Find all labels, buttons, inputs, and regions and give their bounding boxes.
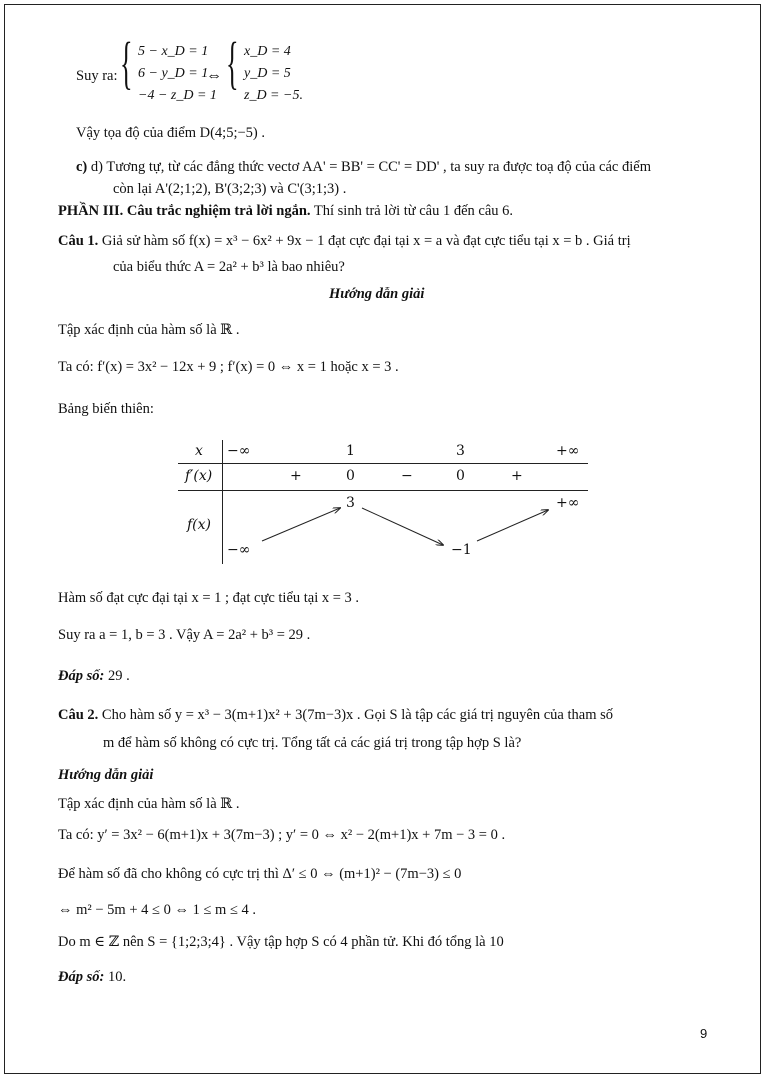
item-d-text-2: còn lại A'(2;1;2), B'(3;2;3) và C'(3;1;3) . (113, 181, 347, 197)
sign-plus-1: + (290, 468, 302, 484)
f-min-value: −1 (451, 542, 472, 558)
page-number: 9 (700, 1026, 708, 1041)
q1-table-caption: Bảng biến thiên: (58, 401, 154, 417)
q2-condition: Để hàm số đã cho không có cực trị thì Δ′ ≤ 0 ⇔ (m+1)² − (7m−3) ≤ 0 (58, 866, 462, 882)
item-d-text: d) Tương tự, từ các đẳng thức vectơ AA' = BB' = CC' = DD' , ta suy ra được toạ độ của các điểm (87, 159, 651, 175)
part3-title: PHẦN III. Câu trắc nghiệm trả lời ngắn. (58, 203, 311, 219)
sys-left-2: 6 − y_D = 1 (138, 66, 209, 81)
item-d-label: c) (76, 159, 88, 175)
q2-guide-heading: Hướng dẫn giải (58, 767, 154, 783)
table-x-label: x (195, 443, 203, 459)
f-neg-inf: −∞ (227, 542, 251, 558)
arrow-up-2 (477, 510, 548, 541)
q2-domain: Tập xác định của hàm số là ℝ . (58, 796, 240, 812)
q1-answer (58, 666, 130, 686)
table-x-neg-inf: −∞ (227, 443, 251, 459)
arrow-up-1 (262, 508, 340, 541)
sign-plus-2: + (511, 468, 523, 484)
suy-ra-label: Suy ra: (76, 68, 118, 84)
q1-domain: Tập xác định của hàm số là ℝ . (58, 322, 240, 338)
sys-left-3: −4 − z_D = 1 (138, 88, 217, 103)
sys-right-3: z_D = −5. (244, 88, 303, 103)
q1-result: Suy ra a = 1, b = 3 . Vậy A = 2a² + b³ = 29 . (58, 627, 311, 643)
q1-answer-value: 29 . (104, 668, 130, 684)
q1-derivative: Ta có: f′(x) = 3x² − 12x + 9 ; f′(x) = 0 ⇔ x = 1 hoặc x = 3 . (58, 359, 399, 375)
q1-guide-heading: Hướng dẫn giải (329, 286, 425, 302)
table-x-pos-inf: +∞ (556, 443, 580, 459)
sys-right-1: x_D = 4 (244, 44, 291, 59)
q2-answer-value: 10. (104, 969, 127, 985)
q1-text: Giả sử hàm số f(x) = x³ − 6x² + 9x − 1 đạt cực đại tại x = a và đạt cực tiểu tại x = b . Giá trị (98, 233, 631, 249)
q2-text-2: m để hàm số không có cực trị. Tổng tất cả các giá trị trong tập hợp S là? (103, 735, 522, 751)
left-brace: { (120, 30, 133, 95)
sys-right-2: y_D = 5 (244, 66, 291, 81)
sign-zero-2: 0 (456, 468, 465, 484)
part3-instruction: Thí sinh trả lời từ câu 1 đến câu 6. (310, 203, 514, 219)
question-2 (58, 705, 613, 725)
q1-label: Câu 1. (58, 233, 99, 249)
q1-answer-label: Đáp số: (58, 668, 105, 684)
f-pos-inf: +∞ (556, 495, 580, 511)
sign-minus: − (401, 468, 413, 484)
right-brace: { (226, 30, 239, 95)
arrow-down (362, 508, 443, 545)
table-x-3: 3 (456, 443, 465, 459)
q2-inequality: ⇔ m² − 5m + 4 ≤ 0 ⇔ 1 ≤ m ≤ 4 . (58, 902, 257, 918)
q1-text-2: của biểu thức A = 2a² + b³ là bao nhiêu? (113, 259, 345, 275)
q2-label: Câu 2. (58, 707, 99, 723)
f-max-value: 3 (346, 495, 355, 511)
equiv-symbol: ⇔ (206, 67, 222, 84)
table-f-label: f(x) (187, 517, 212, 533)
table-x-1: 1 (346, 443, 355, 459)
sys-left-1: 5 − x_D = 1 (138, 44, 209, 59)
q2-answer (58, 967, 126, 987)
q2-derivative: Ta có: y′ = 3x² − 6(m+1)x + 3(7m−3) ; y′ = 0 ⇔ x² − 2(m+1)x + 7m − 3 = 0 . (58, 827, 506, 843)
sign-zero-1: 0 (346, 468, 355, 484)
q2-result: Do m ∈ ℤ nên S = {1;2;3;4} . Vậy tập hợp S có 4 phần tử. Khi đó tổng là 10 (58, 934, 504, 950)
table-fp-label: f′(x) (185, 468, 213, 484)
q1-extrema: Hàm số đạt cực đại tại x = 1 ; đạt cực tiểu tại x = 3 . (58, 590, 360, 606)
q2-answer-label: Đáp số: (58, 969, 105, 985)
conclusion-d: Vậy tọa độ của điểm D(4;5;−5) . (76, 125, 265, 141)
q2-text: Cho hàm số y = x³ − 3(m+1)x² + 3(7m−3)x . Gọi S là tập các giá trị nguyên của tham số (98, 707, 613, 723)
